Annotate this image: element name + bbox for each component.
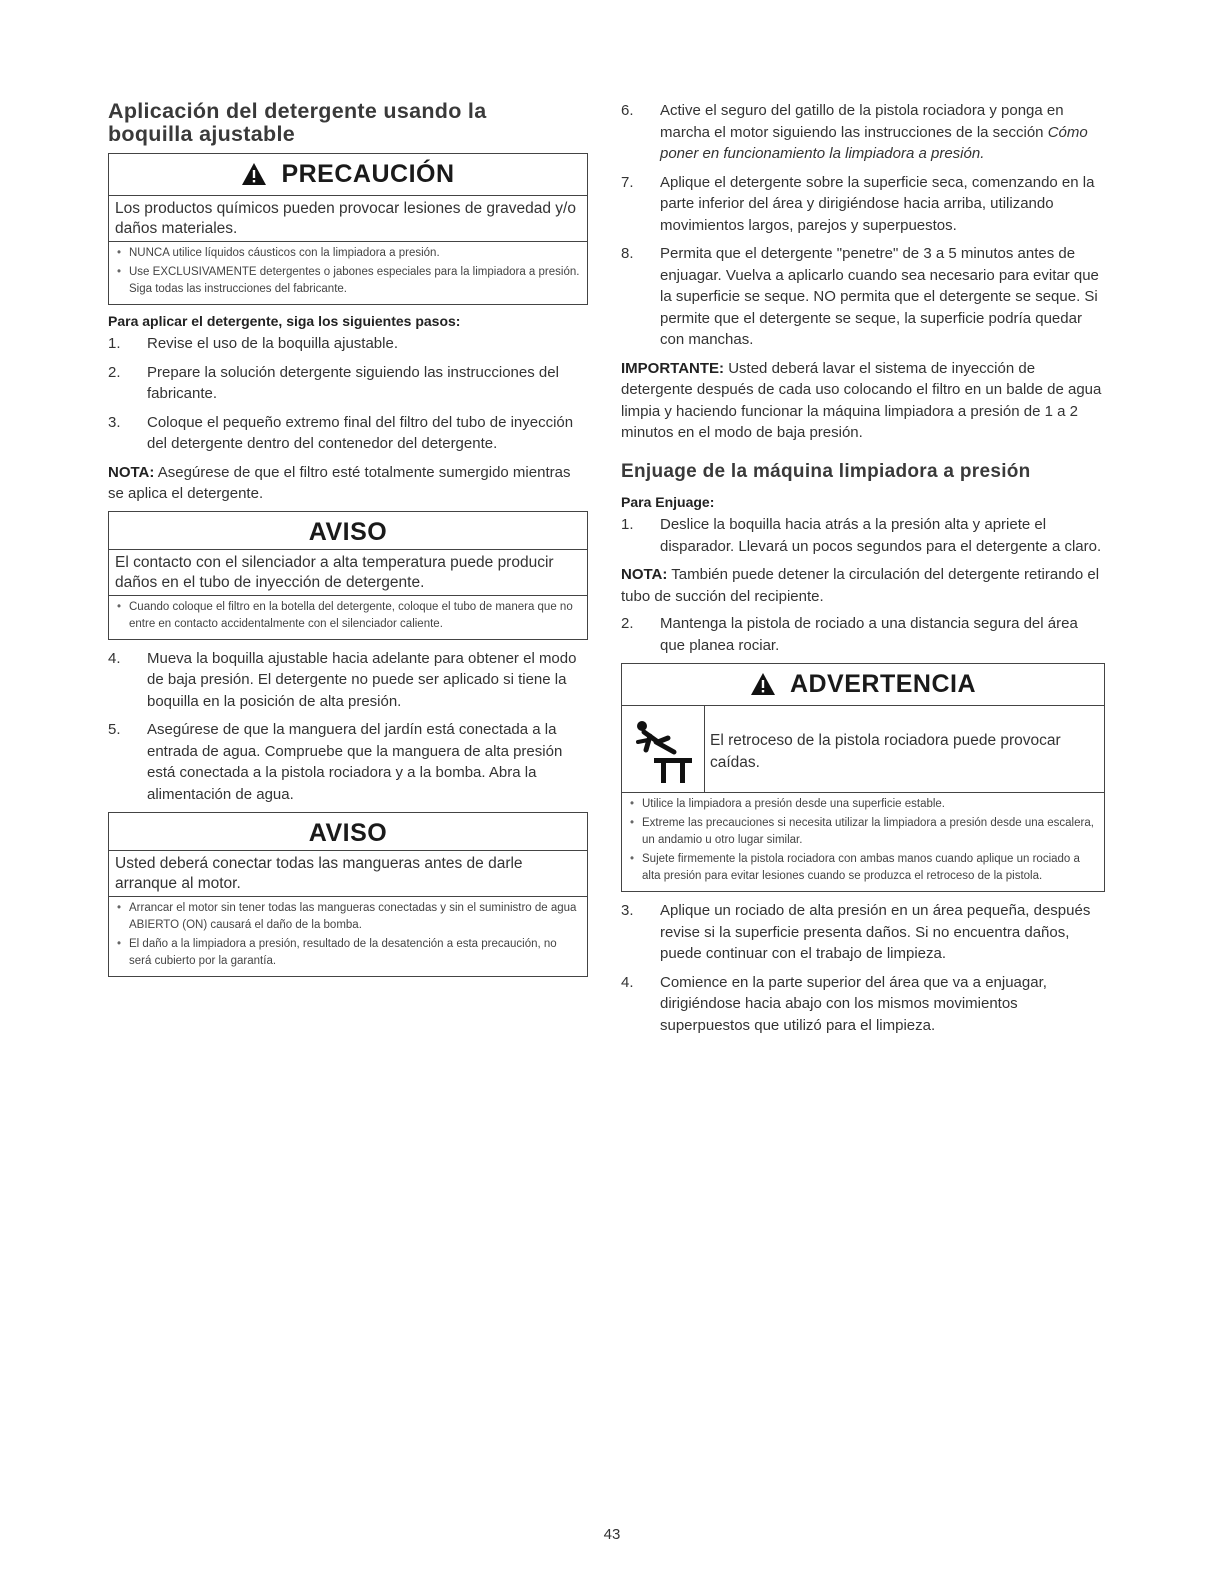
notice-bullets [109, 596, 587, 639]
warning-bullets [622, 793, 1104, 891]
step-number: 3. [621, 902, 634, 920]
step-number: 5. [108, 721, 121, 739]
note-text: También puede detener la circulación del detergente retirando el tubo de succión del recipiente. [621, 566, 1100, 605]
warning-body [622, 706, 1104, 793]
note [621, 564, 1105, 607]
step-reference: Cómo poner en funcionamiento la limpiadora a presión. [660, 123, 1088, 162]
step-text: Mantenga la pistola de rociado a una distancia segura del área que planea rociar. [660, 615, 1078, 654]
left-column [108, 100, 588, 985]
caution-lead: Los productos químicos pueden provocar lesiones de gravedad y/o daños materiales. [109, 196, 587, 242]
note-text: Asegúrese de que el filtro esté totalmente sumergido mientras se aplica el detergente. [108, 463, 571, 503]
caution-bullet: • Use EXCLUSIVAMENTE detergentes o jabones especiales para la limpiadora a presión. Siga todas las instrucciones del fabricante. [115, 264, 581, 298]
list-item [108, 333, 588, 355]
right-column [621, 100, 1105, 1043]
important-text: Usted deberá lavar el sistema de inyección de detergente después de cada uso colocando el filtro en un balde de agua limpia y haciendo funcionar la máquina limpiadora a presión de 1 a 2 minutos en el modo de baja presión. [621, 359, 1102, 441]
caution-bullets [109, 242, 587, 304]
warning-box [621, 663, 1105, 892]
list-item [108, 719, 588, 805]
step-text: Aplique un rociado de alta presión en un área pequeña, después revise si la superficie presenta daños. Si no encuentra daños, puede continuar con el trabajo de limpieza. [660, 902, 1091, 963]
step-number: 1. [108, 335, 121, 353]
warning-triangle-icon [241, 162, 267, 192]
steps-list-2 [108, 648, 588, 806]
warning-lead: El retroceso de la pistola rociadora puede provocar caídas. [710, 732, 1061, 772]
step-text: Mueva la boquilla ajustable hacia adelante para obtener el modo de baja presión. El detergente no puede ser aplicado si tiene la boquilla en la posición de alta presión. [147, 649, 577, 710]
list-item [108, 648, 588, 713]
step-number: 4. [108, 649, 121, 667]
step-text: Aplique el detergente sobre la superficie seca, comenzando en la parte inferior del área y dirigiéndose hacia arriba, utilizando movimientos largos, parejos y superpuestos. [660, 173, 1095, 234]
note-label: NOTA: [621, 566, 668, 584]
notice-box-2 [108, 812, 588, 977]
step-text: Prepare la solución detergente siguiendo las instrucciones del fabricante. [147, 363, 559, 403]
notice-lead: El contacto con el silenciador a alta temperatura puede producir daños en el tubo de inyección de detergente. [109, 550, 587, 596]
step-number: 2. [108, 363, 121, 381]
warning-triangle-icon [750, 672, 776, 702]
steps-list-5 [621, 613, 1105, 656]
important-label: IMPORTANTE: [621, 359, 725, 377]
notice-bullet: • El daño a la limpiadora a presión, resultado de la desatención a esta precaución, no será cubierto por la garantía. [115, 936, 581, 970]
notice-bullets [109, 897, 587, 976]
steps-list-6 [621, 900, 1105, 1036]
rinse-subheading: Para Enjuage: [621, 494, 715, 511]
steps-list-1 [108, 333, 588, 455]
list-item [621, 972, 1105, 1037]
steps-list-4 [621, 514, 1105, 557]
notice-bullet: • Cuando coloque el filtro en la botella del detergente, coloque el tubo de manera que no entre en contacto accidentalmente con el silenciador caliente. [115, 599, 581, 633]
list-item [108, 362, 588, 405]
step-text: Revise el uso de la boquilla ajustable. [147, 335, 398, 353]
caution-bullet: • NUNCA utilice líquidos cáusticos con la limpiadora a presión. [115, 245, 581, 262]
warning-title [622, 664, 1104, 706]
step-text: Permita que el detergente "penetre" de 3 a 5 minutos antes de enjuagar. Vuelva a aplicarlo cuando sea necesario para evitar que la superficie se seque. NO permita que el detergente se seque. Si permite que el detergente se seque, la superficie podría quedar con manchas. [660, 245, 1099, 348]
notice-lead: Usted deberá conectar todas las mangueras antes de darle arranque al motor. [109, 851, 587, 897]
fall-hazard-icon [622, 706, 705, 792]
warning-bullet: • Sujete firmemente la pistola rociadora con ambas manos cuando aplique un rociado a alta presión para evitar lesiones cuando se produzca el retroceso de la pistola. [628, 851, 1098, 885]
step-number: 3. [108, 413, 121, 431]
list-item [621, 100, 1105, 165]
step-number: 6. [621, 102, 634, 119]
steps-list-3 [621, 100, 1105, 351]
step-number: 4. [621, 973, 634, 991]
caution-title [109, 154, 587, 196]
notice-title: AVISO [109, 512, 587, 550]
list-item [621, 243, 1105, 351]
step-number: 7. [621, 173, 634, 191]
warning-bullet: • Extreme las precauciones si necesita utilizar la limpiadora a presión desde una escalera, un andamio u otro lugar similar. [628, 815, 1098, 849]
section-heading-detergent: Aplicación del detergente usando la boquilla ajustable [108, 99, 487, 146]
list-item [621, 613, 1105, 656]
notice-title: AVISO [109, 813, 587, 851]
step-text: Asegúrese de que la manguera del jardín está conectada a la entrada de agua. Compruebe que la manguera de alta presión está conectada a la pistola rociadora y a la bomba. Abra la alimentación de agua. [147, 721, 563, 803]
notice-bullet: • Arrancar el motor sin tener todas las mangueras conectadas y sin el suministro de agua ABIERTO (ON) causará el daño de la bomba. [115, 900, 581, 934]
step-text: Coloque el pequeño extremo final del filtro del tubo de inyección del detergente dentro del contenedor del detergente. [147, 413, 574, 453]
page-number: 43 [603, 1526, 621, 1543]
list-item [621, 172, 1105, 237]
steps-subheading: Para aplicar el detergente, siga los siguientes pasos: [108, 313, 461, 330]
list-item [621, 900, 1105, 965]
warning-bullet: • Utilice la limpiadora a presión desde una superficie estable. [628, 796, 1098, 813]
step-number: 2. [621, 615, 634, 633]
notice-box-1 [108, 511, 588, 640]
step-text: Comience en la parte superior del área que va a enjuagar, dirigiéndose hacia abajo con los mismos movimientos superpuestos que utilizó para el limpieza. [660, 973, 1047, 1034]
caution-title-text: PRECAUCIÓN [281, 160, 455, 189]
step-number: 1. [621, 516, 634, 534]
note [108, 462, 588, 505]
important-note [621, 358, 1105, 444]
step-number: 8. [621, 245, 634, 262]
step-text: Active el seguro del gatillo de la pistola rociadora y ponga en marcha el motor siguiendo las instrucciones de la sección [660, 102, 1064, 141]
step-text: Deslice la boquilla hacia atrás a la presión alta y apriete el disparador. Llevará un pocos segundos para el detergente a claro. [660, 516, 1102, 555]
list-item [621, 514, 1105, 557]
warning-title-text: ADVERTENCIA [789, 670, 977, 699]
section-heading-rinse: Enjuage de la máquina limpiadora a presión [621, 460, 1031, 482]
caution-box [108, 153, 588, 305]
list-item [108, 412, 588, 455]
note-label: NOTA: [108, 463, 155, 481]
